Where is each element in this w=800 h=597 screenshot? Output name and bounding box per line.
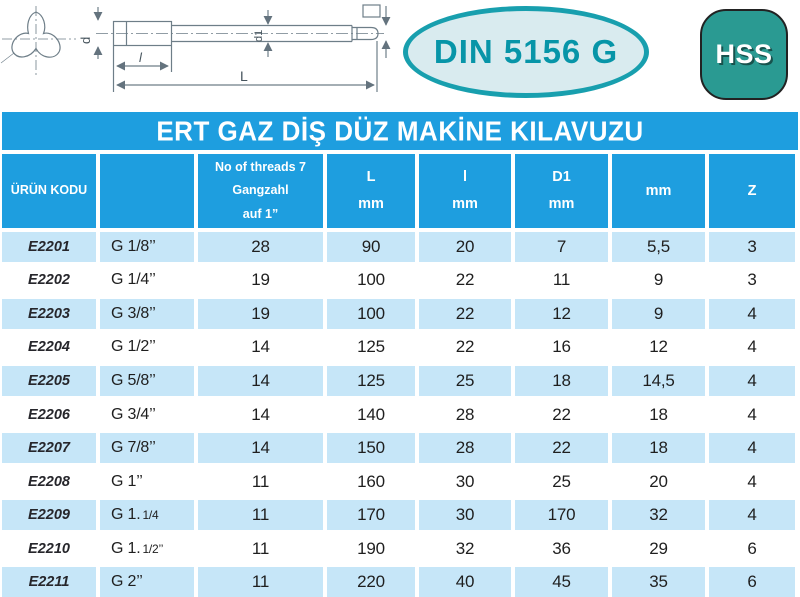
length-l-cell: 30 [419,467,511,497]
dim-label-d: d [78,36,93,44]
product-code-cell: E2201 [2,232,96,262]
flutes-z-cell: 6 [709,534,795,564]
length-L-cell: 100 [327,266,415,296]
shank-mm-cell: 5,5 [612,232,705,262]
product-code-cell: E2208 [2,467,96,497]
header-diameter-D1: D1 mm [515,154,608,228]
shank-mm-cell: 9 [612,299,705,329]
length-l-cell: 28 [419,433,511,463]
length-l-cell: 40 [419,567,511,597]
shank-mm-cell: 18 [612,433,705,463]
diameter-D1-cell: 45 [515,567,608,597]
flutes-z-cell: 4 [709,467,795,497]
size-cell [100,400,194,430]
size-text: G 1. [111,506,141,524]
threads-per-inch-cell: 14 [198,333,323,363]
page-title: ERT GAZ DİŞ DÜZ MAKİNE KILAVUZU [156,114,644,147]
length-L-cell: 190 [327,534,415,564]
length-L-cell: 150 [327,433,415,463]
shank-mm-cell: 14,5 [612,366,705,396]
size-text: G 1/4’’ [111,271,156,289]
length-l-cell: 30 [419,500,511,530]
shank-mm-cell: 35 [612,567,705,597]
threads-per-inch-cell: 14 [198,433,323,463]
shank-mm-cell: 32 [612,500,705,530]
threads-per-inch-cell: 11 [198,534,323,564]
threads-per-inch-cell: 19 [198,266,323,296]
flutes-z-cell: 4 [709,433,795,463]
size-cell [100,333,194,363]
size-cell [100,567,194,597]
size-text: G 1/2’’ [111,338,156,356]
spec-table [2,154,798,597]
size-cell [100,366,194,396]
header-flutes-z: Z [709,154,795,228]
length-L-cell: 140 [327,400,415,430]
size-text: G 1/8’’ [111,237,156,255]
header-thread-length-l: l mm [419,154,511,228]
length-l-cell: 22 [419,266,511,296]
product-code-cell: E2202 [2,266,96,296]
length-L-cell: 170 [327,500,415,530]
flutes-z-cell: 6 [709,567,795,597]
product-code-cell: E2210 [2,534,96,564]
threads-per-inch-cell: 11 [198,567,323,597]
length-l-cell: 22 [419,333,511,363]
diameter-D1-cell: 22 [515,400,608,430]
threads-per-inch-cell: 19 [198,299,323,329]
diameter-D1-cell: 36 [515,534,608,564]
shank-mm-cell: 29 [612,534,705,564]
size-text: G 1. [111,539,141,557]
flutes-z-cell: 4 [709,333,795,363]
din-standard-badge [403,6,649,98]
diameter-D1-cell: 7 [515,232,608,262]
threads-per-inch-cell: 14 [198,366,323,396]
length-l-cell: 20 [419,232,511,262]
size-text: G 3/8’’ [111,304,156,322]
size-fraction-text: 1/2’’ [142,541,164,556]
size-cell [100,467,194,497]
title-bar [2,112,798,150]
size-text: G 5/8’’ [111,371,156,389]
product-code-cell: E2203 [2,299,96,329]
product-code-cell: E2206 [2,400,96,430]
length-l-cell: 28 [419,400,511,430]
length-L-cell: 100 [327,299,415,329]
tap-technical-drawing [0,0,400,112]
shank-mm-cell: 12 [612,333,705,363]
product-code-cell: E2207 [2,433,96,463]
length-L-cell: 90 [327,232,415,262]
length-l-cell: 25 [419,366,511,396]
dim-label-l: l [139,50,142,65]
dim-label-L: L [240,68,248,84]
hss-material-label: HSS [715,39,773,69]
shank-mm-cell: 9 [612,266,705,296]
size-cell [100,266,194,296]
flutes-z-cell: 4 [709,400,795,430]
flutes-z-cell: 4 [709,500,795,530]
shank-mm-cell: 18 [612,400,705,430]
threads-per-inch-cell: 11 [198,500,323,530]
size-text: G 2’’ [111,573,143,591]
flutes-z-cell: 3 [709,232,795,262]
flutes-z-cell: 4 [709,299,795,329]
threads-per-inch-cell: 14 [198,400,323,430]
threads-per-inch-cell: 28 [198,232,323,262]
diameter-D1-cell: 25 [515,467,608,497]
diameter-D1-cell: 11 [515,266,608,296]
header-threads-per-inch: No of threads 7 Gangzahl auf 1” [198,154,323,228]
diameter-D1-cell: 16 [515,333,608,363]
diameter-D1-cell: 18 [515,366,608,396]
hss-material-badge [700,9,788,100]
flutes-z-cell: 4 [709,366,795,396]
product-code-cell: E2209 [2,500,96,530]
size-fraction-text: 1/4 [142,508,159,523]
threads-per-inch-cell: 11 [198,467,323,497]
diameter-D1-cell: 12 [515,299,608,329]
length-l-cell: 22 [419,299,511,329]
size-cell [100,534,194,564]
top-area [0,0,800,112]
length-L-cell: 160 [327,467,415,497]
dim-label-d1: d1 [253,29,265,42]
product-code-cell: E2205 [2,366,96,396]
header-size [100,154,194,228]
header-overall-length-L: L mm [327,154,415,228]
din-standard-label: DIN 5156 G [433,33,619,70]
shank-mm-cell: 20 [612,467,705,497]
size-text: G 7/8’’ [111,439,156,457]
size-text: G 3/4’’ [111,405,156,423]
diameter-D1-cell: 22 [515,433,608,463]
flutes-z-cell: 3 [709,266,795,296]
product-code-cell: E2204 [2,333,96,363]
length-l-cell: 32 [419,534,511,564]
size-cell [100,232,194,262]
header-shank-mm: mm [612,154,705,228]
size-text: G 1’’ [111,472,143,490]
length-L-cell: 125 [327,333,415,363]
header-urun-kodu: ÜRÜN KODU [2,154,96,228]
size-cell [100,500,194,530]
size-cell [100,433,194,463]
product-code-cell: E2211 [2,567,96,597]
diameter-D1-cell: 170 [515,500,608,530]
size-cell [100,299,194,329]
length-L-cell: 220 [327,567,415,597]
length-L-cell: 125 [327,366,415,396]
